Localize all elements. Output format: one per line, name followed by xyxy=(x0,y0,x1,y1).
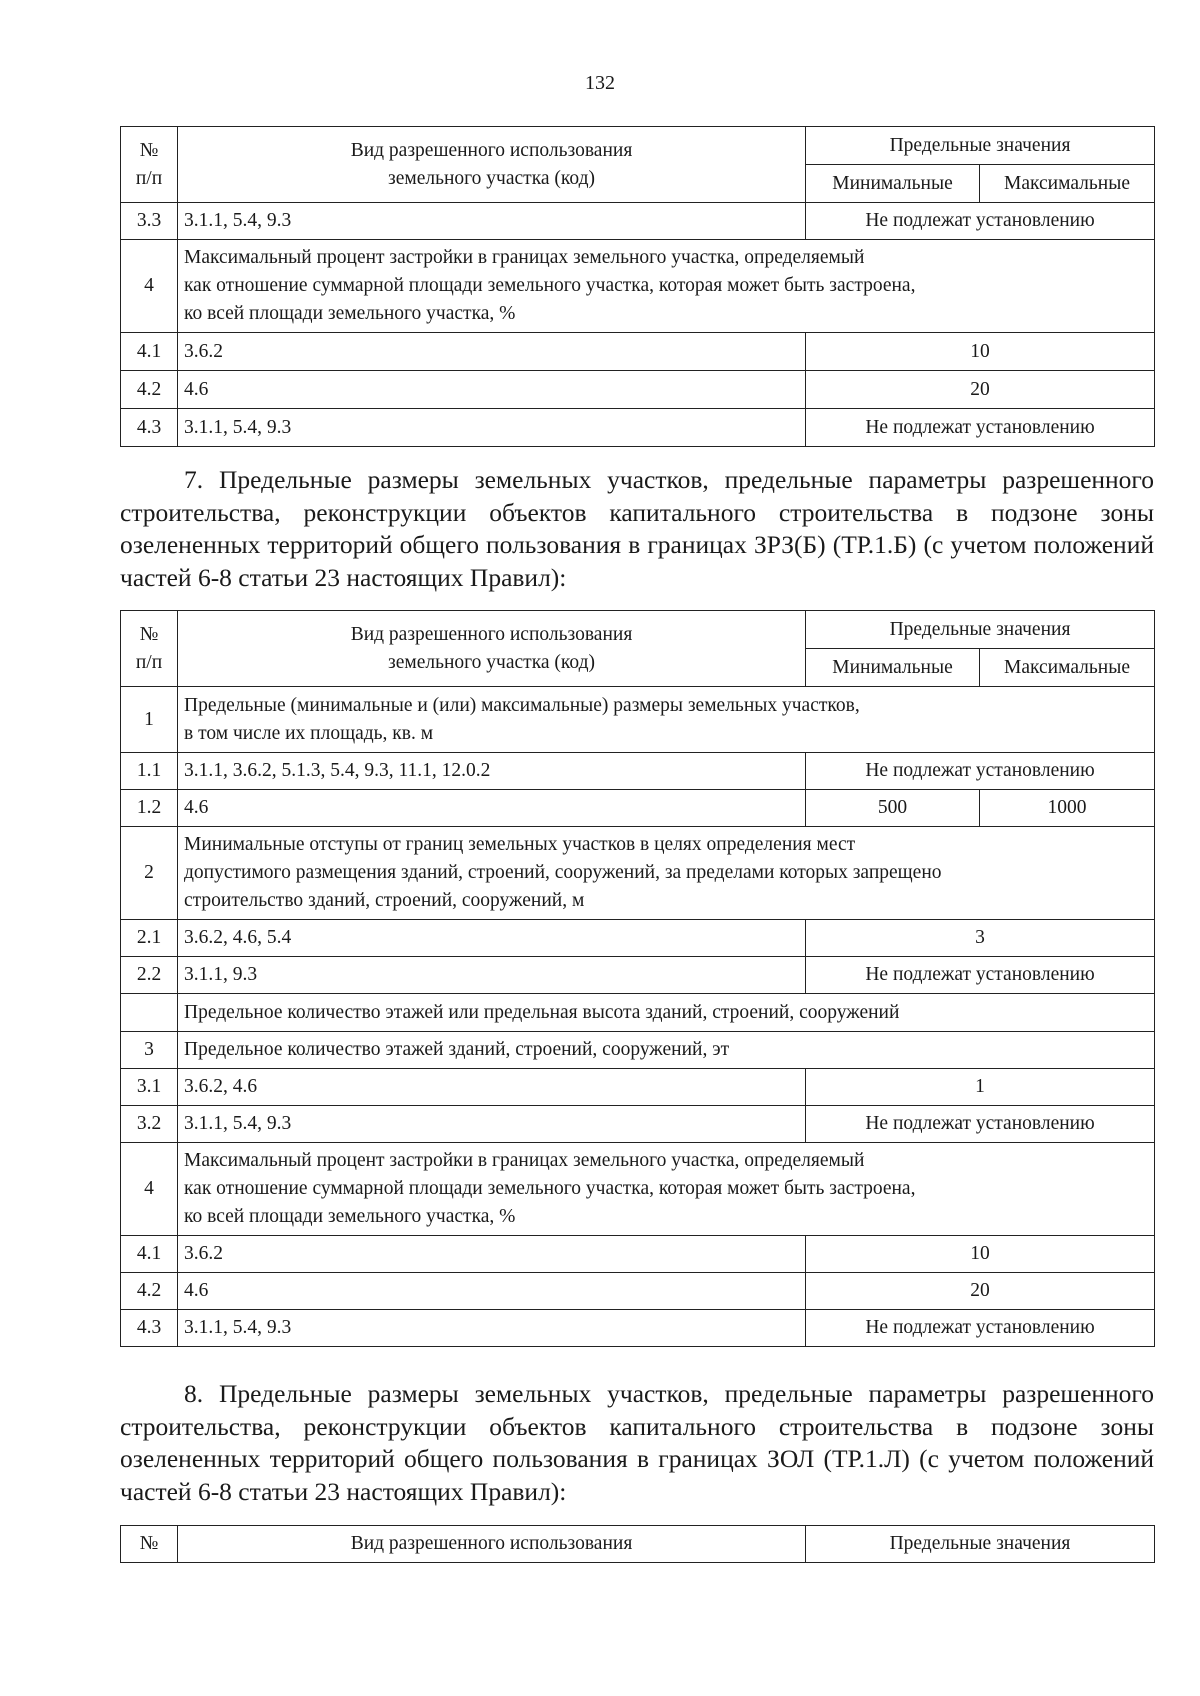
section-line: как отношение суммарной площади земельного участка, которая может быть застроена, xyxy=(184,1178,916,1199)
row-min-value: 500 xyxy=(806,790,980,827)
header-max: Максимальные xyxy=(980,165,1155,203)
header-limits: Предельные значения xyxy=(806,611,1155,649)
row-code: 3.1.1, 5.4, 9.3 xyxy=(178,1310,806,1347)
table-row xyxy=(121,371,1155,409)
row-num: 3.2 xyxy=(121,1106,178,1143)
header-limits: Предельные значения xyxy=(806,127,1155,165)
section-line: допустимого размещения зданий, строений, сооружений, за пределами которых запрещено xyxy=(184,862,942,883)
header-min: Минимальные xyxy=(806,649,980,687)
header-min: Минимальные xyxy=(806,165,980,203)
header-vid2: земельного участка (код) xyxy=(388,167,595,189)
table-header-row xyxy=(121,127,1155,165)
section-line: ко всей площади земельного участка, % xyxy=(184,303,516,324)
row-code: 4.6 xyxy=(178,790,806,827)
section-title xyxy=(178,827,1155,920)
page-number: 132 xyxy=(585,72,615,94)
paragraph-line: в подзоне зоны озелененных территорий общего пользования в границах ЗОЛ xyxy=(120,1411,1154,1473)
row-code: 3.6.2, 4.6 xyxy=(178,1069,806,1106)
table-section-row xyxy=(121,240,1155,333)
table-row xyxy=(121,957,1155,994)
header-num: № xyxy=(121,1526,178,1563)
row-value: 20 xyxy=(806,1273,1155,1310)
paragraph-line: 8. Предельные размеры земельных участков, предельные параметры xyxy=(184,1379,987,1408)
row-value: Не подлежат установлению xyxy=(806,409,1155,447)
section-line: в том числе их площадь, кв. м xyxy=(184,722,434,744)
section-line: строительство зданий, строений, сооружений, м xyxy=(184,890,585,911)
table-row xyxy=(121,203,1155,240)
row-num: 4 xyxy=(121,1143,178,1236)
row-num: 3.1 xyxy=(121,1069,178,1106)
section-title xyxy=(178,687,1155,753)
section-title: Предельное количество этажей зданий, строений, сооружений, эт xyxy=(178,1032,1155,1069)
row-code: 3.6.2 xyxy=(178,333,806,371)
row-num: 3 xyxy=(121,1032,178,1069)
header-limits: Предельные значения xyxy=(806,1526,1155,1563)
row-code: 3.1.1, 5.4, 9.3 xyxy=(178,409,806,447)
row-code: 4.6 xyxy=(178,371,806,409)
row-num: 4.2 xyxy=(121,1273,178,1310)
header-vid-cell xyxy=(178,127,806,203)
limits-table-zone-6 xyxy=(120,126,1155,447)
row-num-empty xyxy=(121,994,178,1032)
paragraph-line: в подзоне зоны озелененных территорий общего пользования в границах ЗРЗ(Б) xyxy=(120,497,1154,559)
header-num-cell xyxy=(121,611,178,687)
row-value: Не подлежат установлению xyxy=(806,203,1155,240)
paragraph-line: (ТР.1.Л) (с учетом положений частей 6-8 статьи 23 настоящих Правил): xyxy=(120,1444,1155,1506)
row-num: 4 xyxy=(121,240,178,333)
header-vid: Вид разрешенного использования xyxy=(178,1526,806,1563)
table-row xyxy=(121,753,1155,790)
row-code: 3.6.2, 4.6, 5.4 xyxy=(178,920,806,957)
row-code: 3.6.2 xyxy=(178,1236,806,1273)
header-num2: п/п xyxy=(135,651,163,673)
table-row xyxy=(121,333,1155,371)
section-line: Максимальный процент застройки в границах земельного участка, определяемый xyxy=(184,247,865,268)
paragraph-line: 7. Предельные размеры земельных участков, предельные параметры xyxy=(184,465,987,494)
table-section-row xyxy=(121,687,1155,753)
row-num: 4.1 xyxy=(121,1236,178,1273)
row-num: 4.1 xyxy=(121,333,178,371)
row-num: 1.2 xyxy=(121,790,178,827)
table-row xyxy=(121,1069,1155,1106)
row-value: 1 xyxy=(806,1069,1155,1106)
table-row xyxy=(121,790,1155,827)
row-num: 4.3 xyxy=(121,1310,178,1347)
table-header-row xyxy=(121,1526,1155,1563)
section-title xyxy=(178,1143,1155,1236)
table-row xyxy=(121,409,1155,447)
row-code: 3.1.1, 9.3 xyxy=(178,957,806,994)
row-code: 3.1.1, 5.4, 9.3 xyxy=(178,1106,806,1143)
table-row xyxy=(121,1273,1155,1310)
row-num: 2.2 xyxy=(121,957,178,994)
row-value: Не подлежат установлению xyxy=(806,753,1155,790)
header-vid: Вид разрешенного использования xyxy=(350,623,633,645)
row-value: 3 xyxy=(806,920,1155,957)
table-row xyxy=(121,1310,1155,1347)
row-num: 1 xyxy=(121,687,178,753)
table-section-row xyxy=(121,1143,1155,1236)
row-num: 4.3 xyxy=(121,409,178,447)
header-max: Максимальные xyxy=(980,649,1155,687)
row-num: 4.2 xyxy=(121,371,178,409)
header-num: № xyxy=(139,623,159,645)
paragraph-line: (ТР.1.Б) (с учетом положений частей 6-8 статьи 23 настоящих Правил): xyxy=(120,530,1154,592)
table-section-row xyxy=(121,994,1155,1032)
row-num: 1.1 xyxy=(121,753,178,790)
row-value: Не подлежат установлению xyxy=(806,957,1155,994)
row-num: 2 xyxy=(121,827,178,920)
section-line: Предельные (минимальные и (или) максимальные) размеры земельных участков, xyxy=(184,694,860,716)
row-max-value: 1000 xyxy=(980,790,1155,827)
row-value: 10 xyxy=(806,1236,1155,1273)
row-value: Не подлежат установлению xyxy=(806,1310,1155,1347)
table-row xyxy=(121,920,1155,957)
table-row xyxy=(121,1236,1155,1273)
paragraph-7 xyxy=(120,464,1154,594)
row-value: Не подлежат установлению xyxy=(806,1106,1155,1143)
limits-table-zone-7 xyxy=(120,610,1155,1347)
header-num: № xyxy=(139,139,159,161)
section-line: Максимальный процент застройки в границах земельного участка, определяемый xyxy=(184,1150,865,1171)
table-row xyxy=(121,1106,1155,1143)
header-vid-cell xyxy=(178,611,806,687)
header-vid: Вид разрешенного использования xyxy=(350,139,633,161)
row-value: 10 xyxy=(806,333,1155,371)
row-code: 3.1.1, 3.6.2, 5.1.3, 5.4, 9.3, 11.1, 12.0.2 xyxy=(178,753,806,790)
paragraph-line: разрешенного строительства, реконструкции объектов капитального строительства xyxy=(120,465,1154,527)
header-vid2: земельного участка (код) xyxy=(388,651,595,673)
table-section-row xyxy=(121,827,1155,920)
table-header-row xyxy=(121,611,1155,649)
header-num2: п/п xyxy=(135,167,163,189)
section-line: как отношение суммарной площади земельного участка, которая может быть застроена, xyxy=(184,275,916,296)
row-num: 2.1 xyxy=(121,920,178,957)
paragraph-line: разрешенного строительства, реконструкции объектов капитального строительства xyxy=(120,1379,1154,1441)
row-value: 20 xyxy=(806,371,1155,409)
section-title: Предельное количество этажей или предельная высота зданий, строений, сооружений xyxy=(178,994,1155,1032)
limits-table-zone-8 xyxy=(120,1525,1155,1563)
header-num-cell xyxy=(121,127,178,203)
paragraph-8 xyxy=(120,1378,1154,1508)
section-line: Минимальные отступы от границ земельных участков в целях определения мест xyxy=(184,834,856,855)
row-code: 3.1.1, 5.4, 9.3 xyxy=(178,203,806,240)
row-code: 4.6 xyxy=(178,1273,806,1310)
section-line: ко всей площади земельного участка, % xyxy=(184,1206,516,1227)
section-title xyxy=(178,240,1155,333)
row-num: 3.3 xyxy=(121,203,178,240)
table-section-row xyxy=(121,1032,1155,1069)
